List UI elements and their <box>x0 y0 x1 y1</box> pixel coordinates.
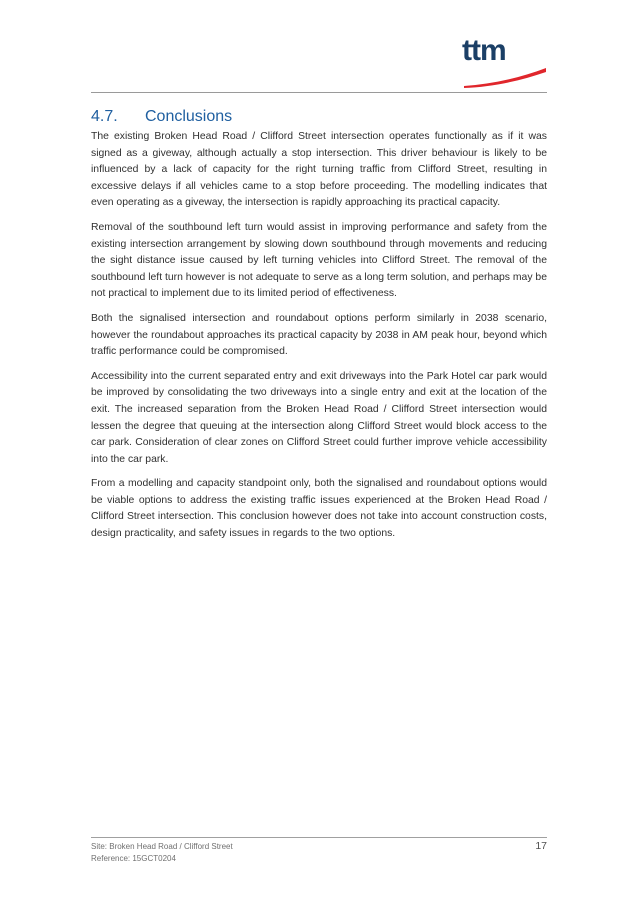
paragraph: From a modelling and capacity standpoint only, both the signalised and roundabout options would be viable options to address the existing traffic issues experienced at the Broken Head Road / Clifford Street intersection. This conclusion however does not take into account construction costs, design practicality, and safety issues in regards to the two options. <box>91 478 547 540</box>
section-number: 4.7. <box>91 108 118 125</box>
paragraph: Both the signalised intersection and roundabout options perform similarly in 2038 scenario, however the roundabout approaches its practical capacity by 2038 in AM peak hour, beyond which traffic performance could be compromised. <box>91 312 547 358</box>
section-body <box>91 129 547 551</box>
paragraph: Accessibility into the current separated entry and exit driveways into the Park Hotel car park would be improved by consolidating the two driveways into a single entry and exit at the location of the exit. The increased separation from the Broken Head Road / Clifford Street intersection would lessen the degree that queuing at the intersection along Clifford Street would block access to the car park. Consideration of clear zones on Clifford Street could further improve vehicle accessibility into the car park. <box>91 370 547 465</box>
logo-wordmark: ttm <box>462 34 506 67</box>
footer-reference: Reference: 15GCT0204 <box>91 854 176 863</box>
page-number: 17 <box>535 840 547 852</box>
footer-site: Site: Broken Head Road / Clifford Street <box>91 842 233 851</box>
section-title: Conclusions <box>145 108 233 125</box>
header-divider <box>91 92 547 93</box>
logo-swoosh-icon <box>462 66 548 90</box>
paragraph: The existing Broken Head Road / Clifford Street intersection operates functionally as if it was signed as a giveway, although actually a stop intersection. This driver behaviour is likely to be influenced by a lack of capacity for the right turning traffic from Clifford Street, resulting in excessive delays if all vehicles came to a stop before proceeding. The modelling indicates that even operating as a giveway, the intersection is rapidly approaching its practical capacity. <box>91 131 547 209</box>
section-heading <box>91 106 547 128</box>
paragraph: Removal of the southbound left turn would assist in improving performance and safety from the existing intersection arrangement by slowing down southbound through movements and reducing the sight distance issue caused by left turning vehicles into Clifford Street. The removal of the southbound left turn however is not adequate to serve as a long term solution, and perhaps may be not practical to implement due to its limited period of effectiveness. <box>91 221 547 300</box>
footer-divider <box>91 837 547 838</box>
ttm-logo <box>462 34 548 90</box>
